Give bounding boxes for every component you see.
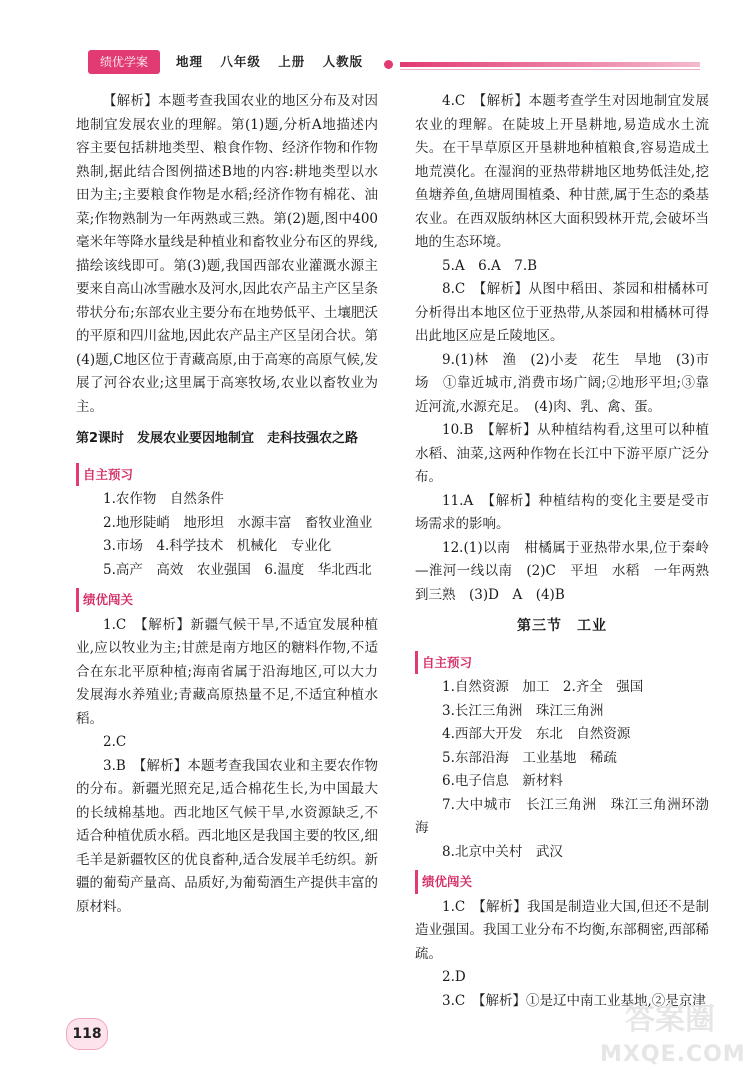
section-title: 第三节 工业 [517, 618, 607, 634]
grade-label: 八年级 [220, 54, 261, 69]
answer-item: 10.B 【解析】从种植结构看,这里可以种植水稻、油菜,这两种作物在长江中下游平原广泛分布。 [415, 422, 709, 485]
answer-item: 3.C 【解析】①是辽中南工业基地,②是京津 [442, 992, 706, 1009]
edition-label: 人教版 [322, 54, 364, 69]
answer-item: 5.A 6.A 7.B [442, 257, 538, 274]
header-dot-icon [384, 60, 393, 69]
brand-badge: 绩优学案 [88, 50, 160, 74]
preview-item: 8.北京中关村 武汉 [442, 843, 563, 860]
volume-label: 上册 [278, 54, 306, 69]
answer-item: 1.C 【解析】新疆气候干旱,不适宜发展种植业,应以牧业为主;甘蔗是南方地区的糖料作物,不适合在东北平原种植;海南省属于沿海地区,可以大力发展海水养殖业;青藏高原热量不足,不适宜种植水稻。 [76, 616, 378, 727]
tag-challenge: 绩优闯关 [76, 588, 133, 612]
lesson-title: 第2课时 发展农业要因地制宜 走科技强农之路 [76, 431, 359, 446]
answer-item: 2.D [442, 969, 466, 985]
watermark-text: 答案圈 [625, 1002, 715, 1037]
answer-item: 4.C 【解析】本题考查学生对因地制宜发展农业的理解。在陡坡上开垦耕地,易造成水土流失。在干旱草原区开垦耕地种植粮食,容易造成土地荒漠化。在湿润的亚热带耕地区地势低洼处,挖鱼塘养鱼,鱼塘周围植桑、种甘蔗,属于生态的桑基农业。在西双版纳林区大面积毁林开荒,会破坏当地的生态环境。 [415, 93, 709, 250]
left-column [76, 90, 378, 919]
tag-challenge: 绩优闯关 [415, 870, 472, 894]
tag-self-preview: 自主预习 [76, 463, 133, 487]
watermark-logo [600, 1000, 746, 1080]
preview-item: 3.市场 4.科学技术 机械化 专业化 [103, 538, 332, 554]
header-rule-thin [400, 69, 700, 70]
preview-item: 2.地形陡峭 地形坦 水源丰富 畜牧业渔业 [103, 514, 373, 531]
watermark-url: MXQE.COM [600, 1042, 746, 1067]
preview-item: 4.西部大开发 东北 自然资源 [442, 726, 631, 742]
preview-item: 5.东部沿海 工业基地 稀疏 [442, 749, 617, 766]
answer-item: 11.A 【解析】种植结构的变化主要是受市场需求的影响。 [415, 492, 709, 532]
answer-item: 1.C 【解析】我国是制造业大国,但还不是制造业强国。我国工业分布不均衡,东部稠密,西部稀疏。 [415, 898, 709, 962]
page-header [0, 0, 750, 90]
answer-item: 12.(1)以南 柑橘属于亚热带水果,位于秦岭—淮河一线以南 (2)C 平坦 水稻 一年两熟到三熟 (3)D A (4)B [415, 539, 709, 603]
answer-item: 8.C 【解析】从图中稻田、茶园和柑橘林可分析得出本地区位于亚热带,从茶园和柑橘林可得出此地区应是丘陵地区。 [415, 281, 709, 344]
preview-item: 1.农作物 自然条件 [103, 491, 224, 507]
preview-item: 1.自然资源 加工 2.齐全 强国 [442, 679, 644, 695]
answer-item: 9.(1)林 渔 (2)小麦 花生 旱地 (3)市场 ①靠近城市,消费市场广阔;②地形平坦;③靠近河流,水源充足。 (4)肉、乳、禽、蛋。 [415, 351, 709, 415]
preview-item: 5.高产 高效 农业强国 6.温度 华北西北 [103, 561, 372, 578]
tag-self-preview: 自主预习 [415, 651, 472, 675]
preview-item: 6.电子信息 新材料 [442, 773, 563, 789]
answer-item: 3.B 【解析】本题考查我国农业和主要农作物的分布。新疆光照充足,适合棉花生长,为中国最大的长绒棉基地。西北地区气候干旱,水资源缺乏,不适合种植优质水稻。西北地区是我国主要的牧区,细毛羊是新疆牧区的优良畜种,适合发展羊毛纺织。新疆的葡萄产量高、品质好,为葡萄酒生产提供丰富的原材料。 [76, 757, 378, 915]
page-number: 118 [66, 1018, 108, 1050]
right-column [415, 90, 709, 1013]
answer-item: 2.C [103, 734, 127, 750]
preview-item: 7.大中城市 长江三角洲 珠江三角洲环渤海 [415, 796, 709, 836]
analysis-paragraph: 【解析】本题考查我国农业的地区分布及对因地制宜发展农业的理解。第(1)题,分析A地描述内容主要包括耕地类型、粮食作物、经济作物和作物熟制,据此结合图例描述B地的内容:耕地类型以水田为主;主要粮食作物是水稻;经济作物有棉花、油菜;作物熟制为一年两熟或三熟。第(2)题,图中400毫米年等降水量线是种植业和畜牧业分布区的界线,描绘该线即可。第(3)题,我国西部农业灌溉水源主要来自高山冰雪融水及河水,因此农产品主产区呈条带状分布;东部农业主要分布在地势低平、土壤肥沃的平原和四川盆地,因此农产品主产区呈闭合状。第(4)题,C地区位于青藏高原,由于高寒的高原气候,发展了河谷农业;这里属于高寒牧场,农业以畜牧业为主。 [76, 93, 378, 415]
header-subject-line [176, 52, 375, 70]
header-rule [400, 62, 700, 67]
subject-label: 地理 [176, 54, 204, 69]
preview-item: 3.长江三角洲 珠江三角洲 [442, 702, 604, 719]
